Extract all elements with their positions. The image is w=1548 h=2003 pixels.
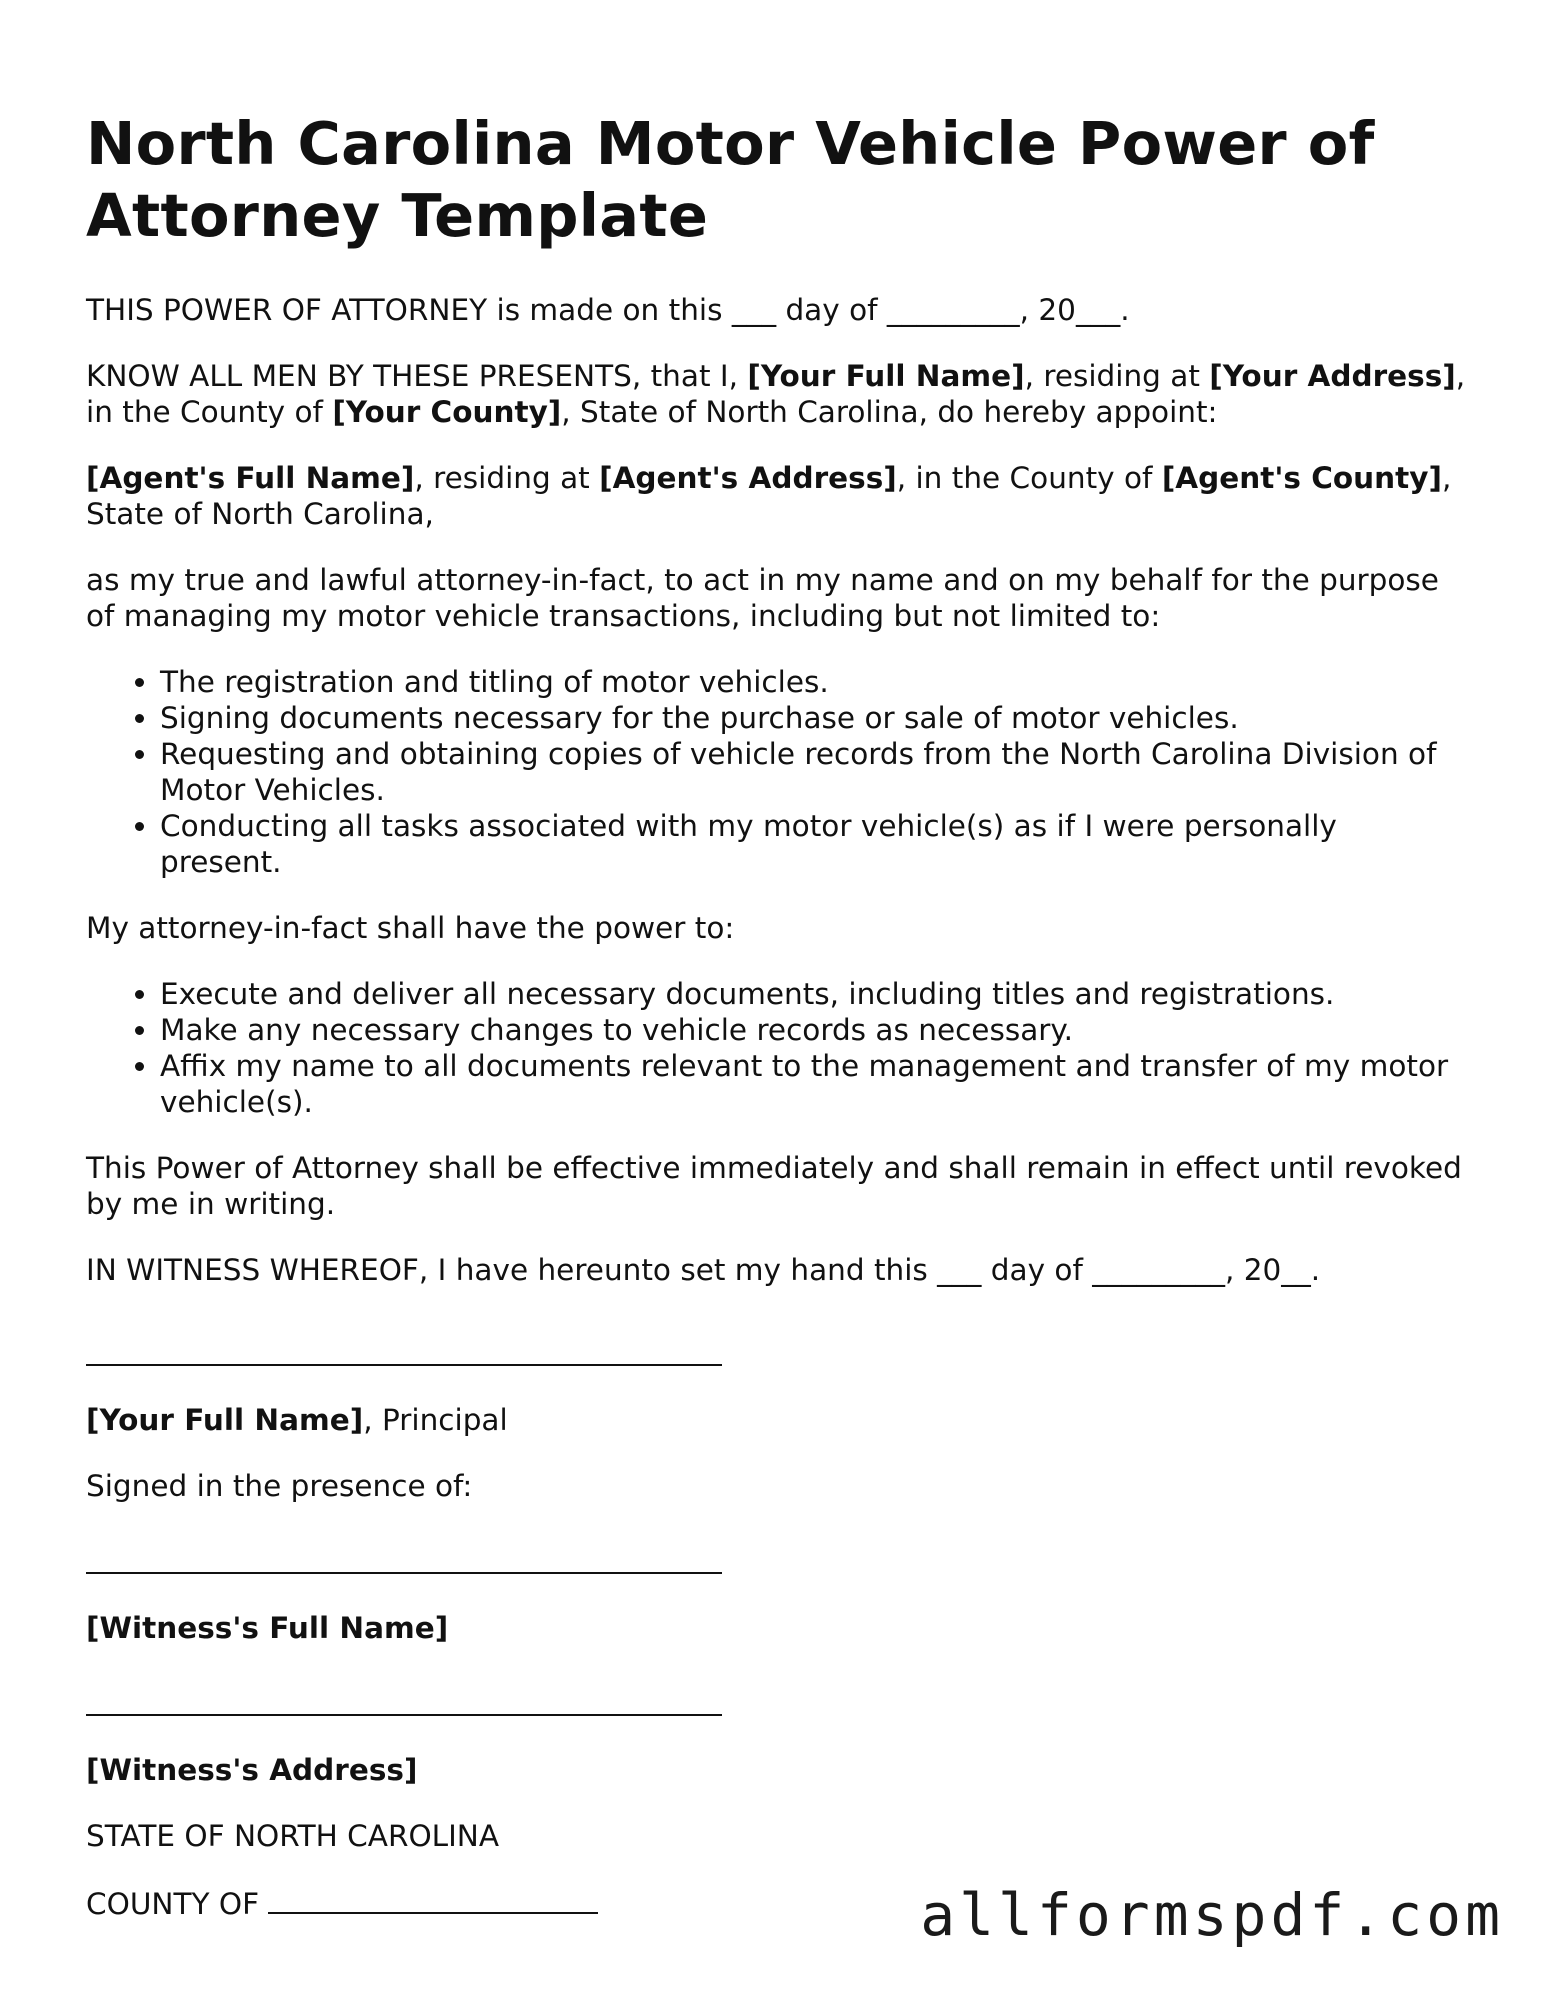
your-county-placeholder: [Your County] — [332, 395, 562, 429]
agent-text-3: , State of North Carolina, — [86, 461, 1452, 531]
agent-paragraph — [86, 460, 1466, 532]
purpose-list — [86, 664, 1466, 880]
know-all-text-1: KNOW ALL MEN BY THESE PRESENTS, that I, — [86, 359, 748, 393]
county-blank — [268, 1884, 598, 1914]
agent-name-placeholder: [Agent's Full Name] — [86, 461, 415, 495]
made-on-paragraph: THIS POWER OF ATTORNEY is made on this ___ day of _________, 20___. — [86, 293, 1130, 327]
powers-intro: My attorney-in-fact shall have the power to: — [86, 911, 735, 945]
effective-paragraph: This Power of Attorney shall be effective immediately and shall remain in effect until revoked by me in writing. — [86, 1151, 1462, 1221]
agent-county-placeholder: [Agent's County] — [1161, 461, 1442, 495]
list-item: • Conducting all tasks associated with my motor vehicle(s) as if I were personally present. — [160, 808, 1466, 880]
witness-name-placeholder — [86, 1610, 1466, 1646]
list-item: • Requesting and obtaining copies of vehicle records from the North Carolina Division of Motor Vehicles. — [160, 736, 1466, 808]
know-all-text-4: , State of North Carolina, do hereby appoint: — [561, 395, 1218, 429]
know-all-paragraph — [86, 358, 1466, 430]
your-address-placeholder: [Your Address] — [1209, 359, 1456, 393]
your-full-name-placeholder: [Your Full Name] — [747, 359, 1025, 393]
principal-role: , Principal — [363, 1403, 508, 1437]
witness-signature-line — [86, 1536, 722, 1574]
agent-text-1: , residing at — [414, 461, 600, 495]
signed-presence: Signed in the presence of: — [86, 1469, 473, 1503]
know-all-text-2: , residing at — [1024, 359, 1210, 393]
watermark-logo: allformspdf.com — [920, 1881, 1504, 1949]
witness-address-text: [Witness's Address] — [86, 1753, 418, 1787]
county-of-label: COUNTY OF — [86, 1887, 269, 1921]
principal-signature-line — [86, 1328, 722, 1366]
document-page — [86, 108, 1466, 1952]
agent-address-placeholder: [Agent's Address] — [599, 461, 897, 495]
list-item: • Affix my name to all documents relevant to the management and transfer of my motor vehicle(s). — [160, 1048, 1466, 1120]
state-line: STATE OF NORTH CAROLINA — [86, 1819, 500, 1853]
list-item: • Make any necessary changes to vehicle records as necessary. — [160, 1012, 1466, 1048]
powers-list — [86, 976, 1466, 1120]
witness-whereof-paragraph: IN WITNESS WHEREOF, I have hereunto set my hand this ___ day of _________, 20__. — [86, 1253, 1321, 1287]
witness-address-placeholder — [86, 1752, 1466, 1788]
principal-line — [86, 1402, 1466, 1438]
list-item: • Signing documents necessary for the purchase or sale of motor vehicles. — [160, 700, 1466, 736]
list-item: • The registration and titling of motor vehicles. — [160, 664, 1466, 700]
principal-name-placeholder: [Your Full Name] — [86, 1403, 364, 1437]
agent-text-2: , in the County of — [896, 461, 1162, 495]
witness-address-line — [86, 1678, 722, 1716]
list-item: • Execute and deliver all necessary documents, including titles and registrations. — [160, 976, 1466, 1012]
witness-name-text: [Witness's Full Name] — [86, 1611, 449, 1645]
know-all-text-3: , in the County of — [86, 359, 1466, 429]
document-title: North Carolina Motor Vehicle Power of Attorney Template — [86, 109, 1375, 250]
purpose-paragraph: as my true and lawful attorney-in-fact, to act in my name and on my behalf for the purpose of managing my motor vehicle transactions, including but not limited to: — [86, 563, 1439, 633]
